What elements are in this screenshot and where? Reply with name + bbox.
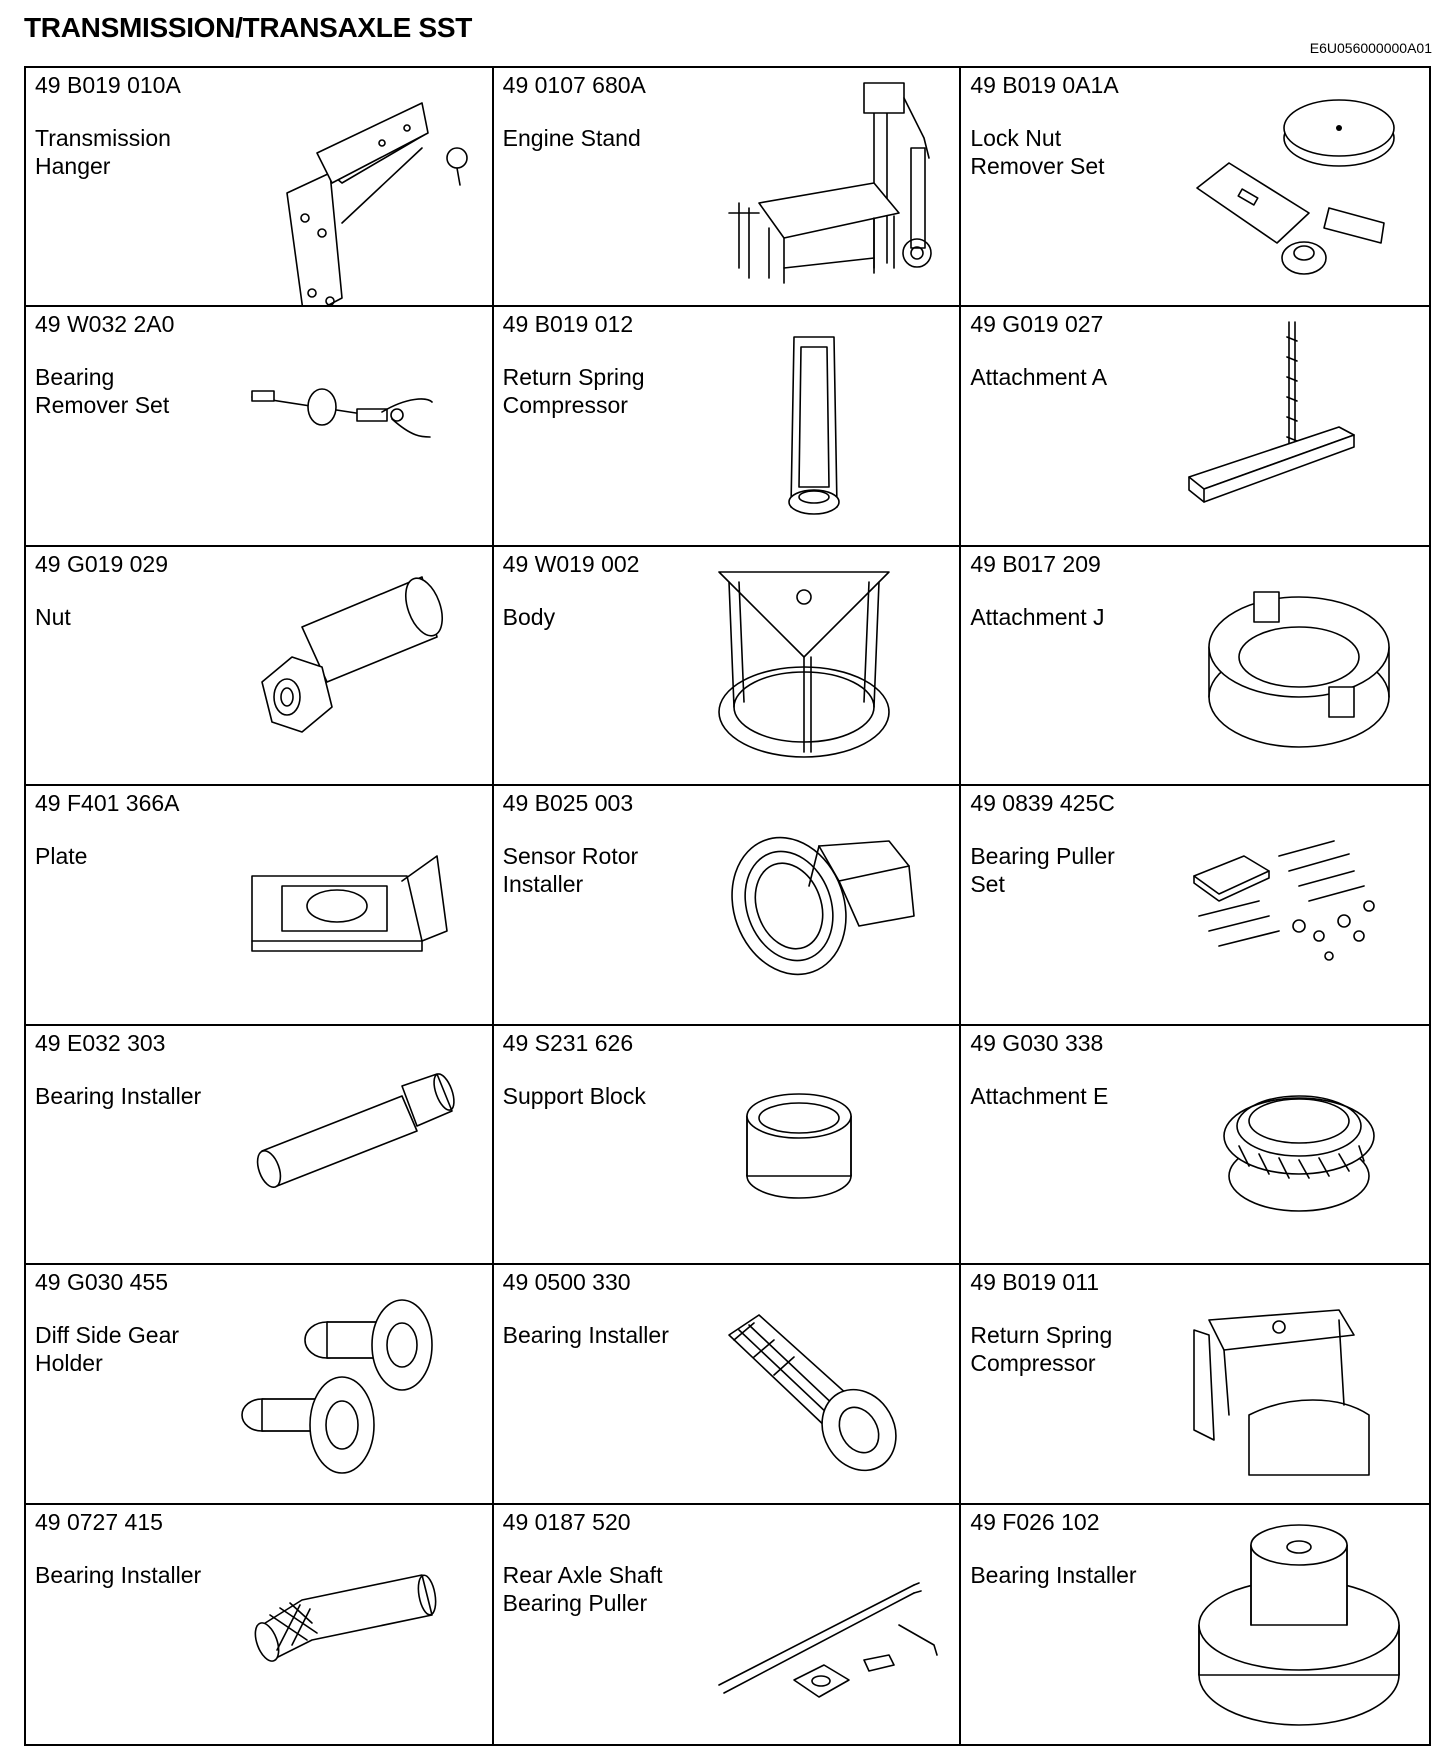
part-number: 49 B019 012 (502, 311, 634, 338)
tool-cell (26, 547, 494, 786)
support-block-icon (699, 1026, 959, 1264)
sensor-rotor-installer-icon (699, 786, 959, 1024)
part-number: 49 0500 330 (502, 1269, 631, 1296)
tool-name: Return Spring Compressor (970, 1322, 1113, 1377)
tool-name: Bearing Remover Set (35, 364, 170, 419)
tool-name: Engine Stand (502, 125, 641, 151)
tool-name: Attachment E (970, 1082, 1109, 1109)
bearing-installer-icon (232, 1026, 492, 1264)
tool-cell (26, 1026, 494, 1265)
tool-cell (26, 786, 494, 1025)
tool-name: Diff Side Gear Holder (35, 1322, 180, 1377)
bearing-installer-stepped-icon (1169, 1505, 1429, 1743)
part-number: 49 0107 680A (502, 72, 646, 98)
transmission-hanger-icon (232, 68, 492, 306)
tool-cell (494, 547, 962, 786)
part-number: 49 G019 029 (35, 550, 169, 577)
part-number: 49 G030 338 (970, 1029, 1104, 1056)
plate-icon (232, 786, 492, 1024)
tool-name: Return Spring Compressor (502, 364, 645, 419)
part-number: 49 B025 003 (502, 790, 634, 817)
attachment-j-icon (1169, 547, 1429, 785)
tool-name: Attachment J (970, 603, 1105, 630)
tool-cell (961, 307, 1429, 546)
tool-cell (494, 786, 962, 1025)
tool-cell (961, 68, 1429, 307)
tool-table (24, 66, 1431, 1746)
part-number: 49 W032 2A0 (35, 311, 175, 338)
tool-name: Nut (35, 603, 71, 630)
tool-cell (961, 547, 1429, 786)
part-number: 49 S231 626 (502, 1029, 634, 1056)
tool-name: Plate (35, 843, 88, 870)
tool-cell (26, 1265, 494, 1504)
tool-name: Bearing Installer (35, 1082, 202, 1109)
return-spring-compressor-icon (699, 307, 959, 545)
page-title: TRANSMISSION/TRANSAXLE SST (24, 12, 473, 43)
part-number: 49 B019 011 (970, 1269, 1100, 1296)
tool-cell (26, 68, 494, 307)
bearing-puller-set-icon (1169, 786, 1429, 1024)
tool-cell (494, 307, 962, 546)
part-number: 49 G019 027 (970, 311, 1104, 338)
tool-name: Support Block (502, 1082, 646, 1109)
tool-name: Sensor Rotor Installer (502, 843, 639, 898)
engine-stand-icon (699, 68, 959, 306)
tool-cell (961, 786, 1429, 1025)
tool-name: Transmission Hanger (35, 125, 171, 179)
diff-side-gear-holder-icon (232, 1265, 492, 1503)
part-number: 49 0187 520 (502, 1508, 631, 1535)
tool-cell (26, 307, 494, 546)
part-number: 49 B017 209 (970, 550, 1101, 577)
part-number: 49 E032 303 (35, 1029, 166, 1056)
part-number: 49 G030 455 (35, 1269, 169, 1296)
tool-cell (26, 1505, 494, 1744)
bearing-installer-knurled-icon (699, 1265, 959, 1503)
attachment-e-icon (1169, 1026, 1429, 1264)
tool-name: Attachment A (970, 364, 1108, 391)
tool-cell (494, 68, 962, 307)
attachment-a-icon (1169, 307, 1429, 545)
tool-cell (961, 1026, 1429, 1265)
part-number: 49 B019 010A (35, 72, 181, 98)
nut-icon (232, 547, 492, 785)
rear-axle-bearing-puller-icon (699, 1505, 959, 1743)
figure-code: E6U056000000A01 (1309, 40, 1432, 56)
tool-name: Bearing Installer (970, 1561, 1137, 1588)
return-spring-compressor-2-icon (1169, 1265, 1429, 1503)
part-number: 49 0727 415 (35, 1508, 163, 1535)
tool-cell (961, 1265, 1429, 1504)
part-number: 49 W019 002 (502, 550, 640, 577)
tool-cell (494, 1265, 962, 1504)
tool-cell (494, 1026, 962, 1265)
part-number: 49 B019 0A1A (970, 72, 1119, 98)
tool-name: Lock Nut Remover Set (970, 125, 1105, 179)
tool-name: Bearing Installer (35, 1561, 202, 1588)
part-number: 49 F026 102 (970, 1508, 1100, 1535)
body-icon (699, 547, 959, 785)
part-number: 49 0839 425C (970, 790, 1115, 817)
tool-cell (494, 1505, 962, 1744)
part-number: 49 F401 366A (35, 790, 180, 817)
tool-name: Bearing Puller Set (970, 843, 1115, 898)
lock-nut-remover-icon (1169, 68, 1429, 306)
tool-name: Rear Axle Shaft Bearing Puller (502, 1561, 663, 1616)
tool-cell (961, 1505, 1429, 1744)
bearing-remover-icon (232, 307, 492, 545)
tool-name: Bearing Installer (502, 1322, 669, 1349)
bearing-installer-handle-icon (232, 1505, 492, 1743)
tool-name: Body (502, 603, 556, 630)
